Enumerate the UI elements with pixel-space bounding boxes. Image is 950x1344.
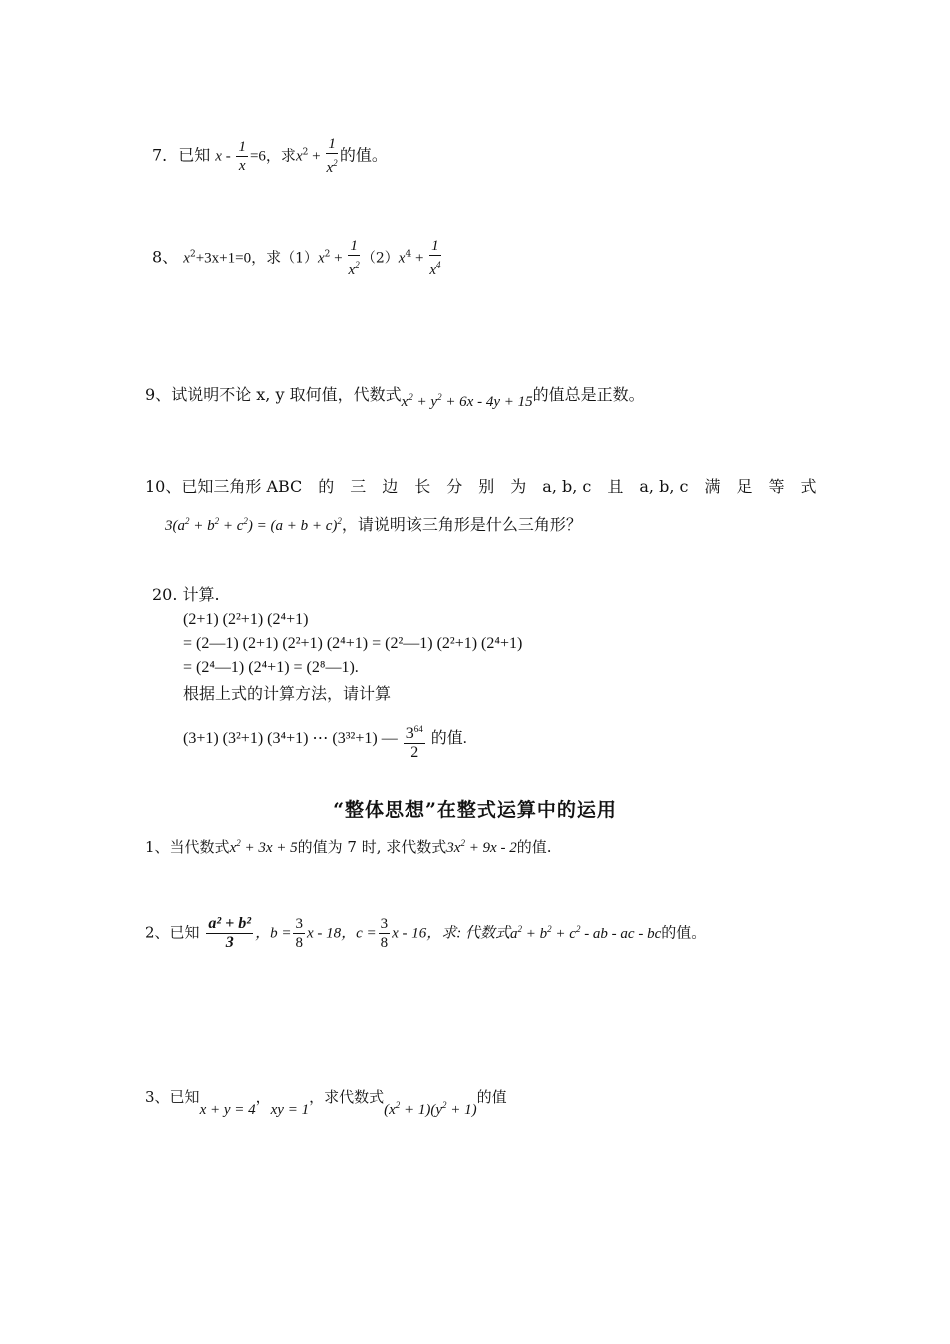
section-question-3: 3、已知x + y = 4，xy = 1，求代数式$(x^2 + 1)(y^2 + 1)$的值 [145, 1088, 507, 1118]
question-8: 8、 $x^2+3x+1=0$，求$(1)x^2$ + $\frac{1}{x^2}$ $(2)x^4$ + $\frac{1}{x^4}$ [152, 238, 441, 278]
question-7: 7．已知 x - $\frac{1}{x}$ =6，求$x^2$ + $\frac{1}{x^2}$ 的值。 [152, 136, 388, 176]
fraction-1-over-x4: $\frac{1}{x^4}$ [429, 238, 441, 278]
question-20-line-4: 根据上式的计算方法，请计算 [183, 684, 392, 703]
fraction-a2-b2-over-3: $\frac{\text{a² + b²}}{3}$ [208, 915, 252, 951]
question-20-line-1: (2+1) (2²+1) (2⁴+1) [183, 611, 309, 628]
question-20-line-2: = (2—1) (2+1) (2²+1) (2⁴+1) = (2²—1) (2²+1) (2⁴+1) [183, 635, 523, 652]
section-title: “整体思想”在整式运算中的运用 [333, 799, 617, 821]
fraction-3-64-over-2: $\frac{3^{64}}{2}$ [404, 720, 425, 762]
question-10-line-2: $3(a^2 + b^2 + c^2) = (a + b + c)^2$，请说明该三角形是什么三角形？ [165, 515, 582, 534]
section-question-1: 1、当代数式$x^2 + 3x + 5$的值为 7 时, 求代数式$3x^2 + 9x - 2$的值. [145, 838, 552, 856]
fraction-1-over-x2: $\frac{1}{x^2}$ [348, 238, 360, 278]
question-9: 9、试说明不论 x, y 取何值，代数式$x^2 + y^2 + 6x - 4y + 15$的值总是正数。 [145, 385, 645, 410]
fraction-1-over-x2: $\frac{1}{x^2}$ [326, 136, 338, 176]
question-20-heading: 20. 计算. [152, 585, 220, 604]
section-question-2: 2、已知 $\frac{\text{a² + b²}}{3}$ ，b = $\frac{3}{8}$ x - 18，c = $\frac{3}{8}$ x - 16，求: 代数式$a^2 + b^2 + c^2$ - ab - ac - bc的值。 [145, 915, 707, 951]
fraction-1-over-x: $\frac{1}{x}$ [238, 138, 246, 174]
fraction-3-over-8-b: $\frac{3}{8}$ [295, 916, 303, 951]
question-20-line-5: (3+1) (3²+1) (3⁴+1) ⋯ (3³²+1) — $\frac{3^{64}}{2}$ 的值. [183, 720, 467, 762]
question-10-line-1: 10、已知三角形 ABC 的 三 边 长 分 别 为 a, b, c 且 a, b, c 满 足 等 式 [145, 477, 817, 496]
fraction-3-over-8-c: $\frac{3}{8}$ [380, 916, 389, 951]
question-20-line-3: = (2⁴—1) (2⁴+1) = (2⁸—1). [183, 659, 359, 676]
